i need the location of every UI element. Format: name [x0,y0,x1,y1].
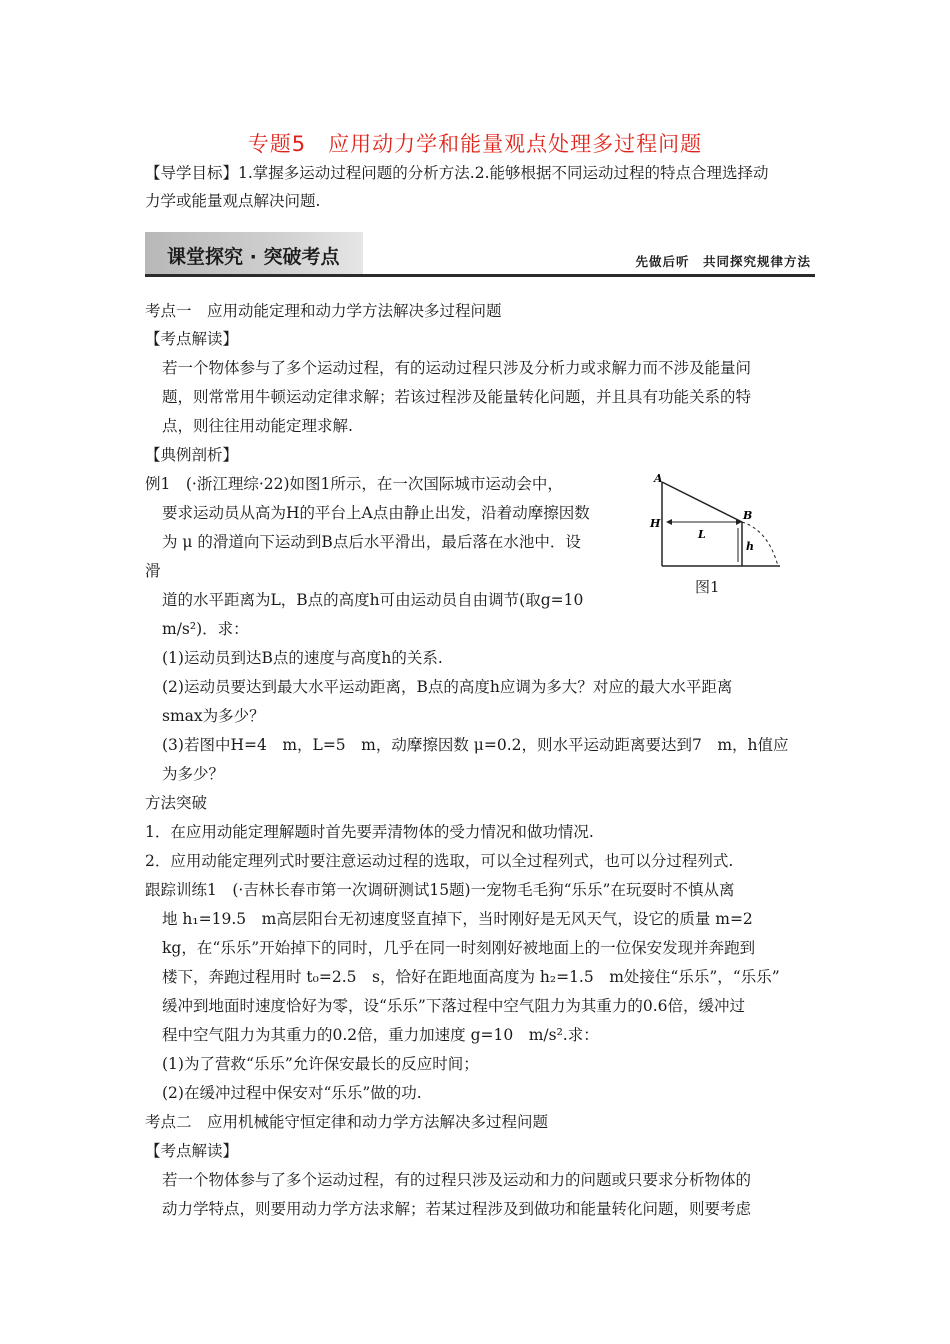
method-item-2: 2．应用动能定理列式时要注意运动过程的选取，可以全过程列式，也可以分过程列式. [145,852,734,870]
goal-text-1: 1.掌握多运动过程问题的分析方法.2.能够根据不同运动过程的特点合理选择动 [238,164,769,182]
follow1-line-1: 跟踪训练1 (·吉林长春市第一次调研测试15题)一宠物毛毛狗“乐乐”在玩耍时不慎从离 [145,881,735,899]
example1-question-3a: (3)若图中H=4 m，L=5 m，动摩擦因数 μ=0.2，则水平运动距离要达到7 m，h值应 [162,736,789,754]
method-heading: 方法突破 [145,794,208,812]
follow1-line-6: 程中空气阻力为其重力的0.2倍，重力加速度 g=10 m/s².求： [162,1026,599,1044]
page-title: 专题5 应用动力学和能量观点处理多过程问题 [247,132,703,156]
follow1-line-4: 楼下，奔跑过程用时 t₀=2.5 s，恰好在距地面高度为 h₂=1.5 m处接住“乐乐”，“乐乐” [162,968,780,986]
example1-question-1: (1)运动员到达B点的速度与高度h的关系. [162,649,443,667]
follow1-line-5: 缓冲到地面时速度恰好为零，设“乐乐”下落过程中空气阻力为其重力的0.6倍，缓冲过 [162,997,746,1015]
example-label: 【典例剖析】 [145,446,239,464]
point2-interp-label: 【考点解读】 [145,1142,239,1160]
point2-para-line-1: 若一个物体参与了多个运动过程，有的过程只涉及运动和力的问题或只要求分析物体的 [162,1171,752,1189]
example1-question-2b: smax为多少？ [162,707,265,725]
example1-line-3: 为 μ 的滑道向下运动到B点后水平滑出，最后落在水池中．设 [162,533,581,551]
label-h-upper: H [650,517,661,530]
follow1-question-2: (2)在缓冲过程中保安对“乐乐”做的功. [162,1084,422,1102]
goal-line-2: 力学或能量观点解决问题. [145,192,321,210]
point1-interp-label: 【考点解读】 [145,330,239,348]
point1-para-line-1: 若一个物体参与了多个运动过程，有的运动过程只涉及分析力或求解力而不涉及能量问 [162,359,752,377]
label-b: B [743,509,753,522]
point1-heading: 考点一 应用动能定理和动力学方法解决多过程问题 [145,302,502,320]
point1-para-line-3: 点，则往往用动能定理求解. [162,417,353,435]
l-arrow-left [666,519,672,525]
banner-rule [145,274,815,277]
example1-line-6: m/s²)．求： [162,620,249,638]
point2-para-line-2: 动力学特点，则要用动力学方法求解；若某过程涉及到做功和能量转化问题，则要考虑 [162,1200,752,1218]
section-banner [145,232,815,276]
follow1-question-1: (1)为了营救“乐乐”允许保安最长的反应时间； [162,1055,479,1073]
example1-line-2: 要求运动员从高为H的平台上A点由静止出发，沿着动摩擦因数 [162,504,590,522]
example1-line-1: 例1 (·浙江理综·22)如图1所示，在一次国际城市运动会中， [145,475,563,493]
follow1-line-2: 地 h₁=19.5 m高层阳台无初速度竖直掉下，当时刚好是无风天气，设它的质量 m=2 [162,910,753,928]
label-h-lower: h [746,540,754,553]
example1-question-3b: 为多少？ [162,765,225,783]
example1-question-2a: (2)运动员要达到最大水平运动距离，B点的高度h应调为多大？对应的最大水平距离 [162,678,733,696]
point2-heading: 考点二 应用机械能守恒定律和动力学方法解决多过程问题 [145,1113,549,1131]
example1-line-4: 滑 [145,562,161,580]
banner-title: 课堂探究 · 突破考点 [167,246,340,268]
label-l: L [698,528,706,541]
method-item-1: 1．在应用动能定理解题时首先要弄清物体的受力情况和做功情况. [145,823,594,841]
point1-para-line-2: 题，则常常用牛顿运动定律求解；若该过程涉及能量转化问题，并且具有功能关系的特 [162,388,752,406]
example1-line-5: 道的水平距离为L，B点的高度h可由运动员自由调节(取g=10 [162,591,584,609]
banner-subtitle: 先做后听 共同探究规律方法 [635,254,811,269]
goal-label: 【导学目标】 [145,164,239,182]
slide-path [662,482,742,522]
goal-line-1 [145,162,769,184]
label-a: A [654,472,663,485]
follow1-line-3: kg，在“乐乐”开始掉下的同时，几乎在同一时刻刚好被地面上的一位保安发现并奔跑到 [162,939,756,957]
figure-1-caption: 图1 [695,578,720,596]
